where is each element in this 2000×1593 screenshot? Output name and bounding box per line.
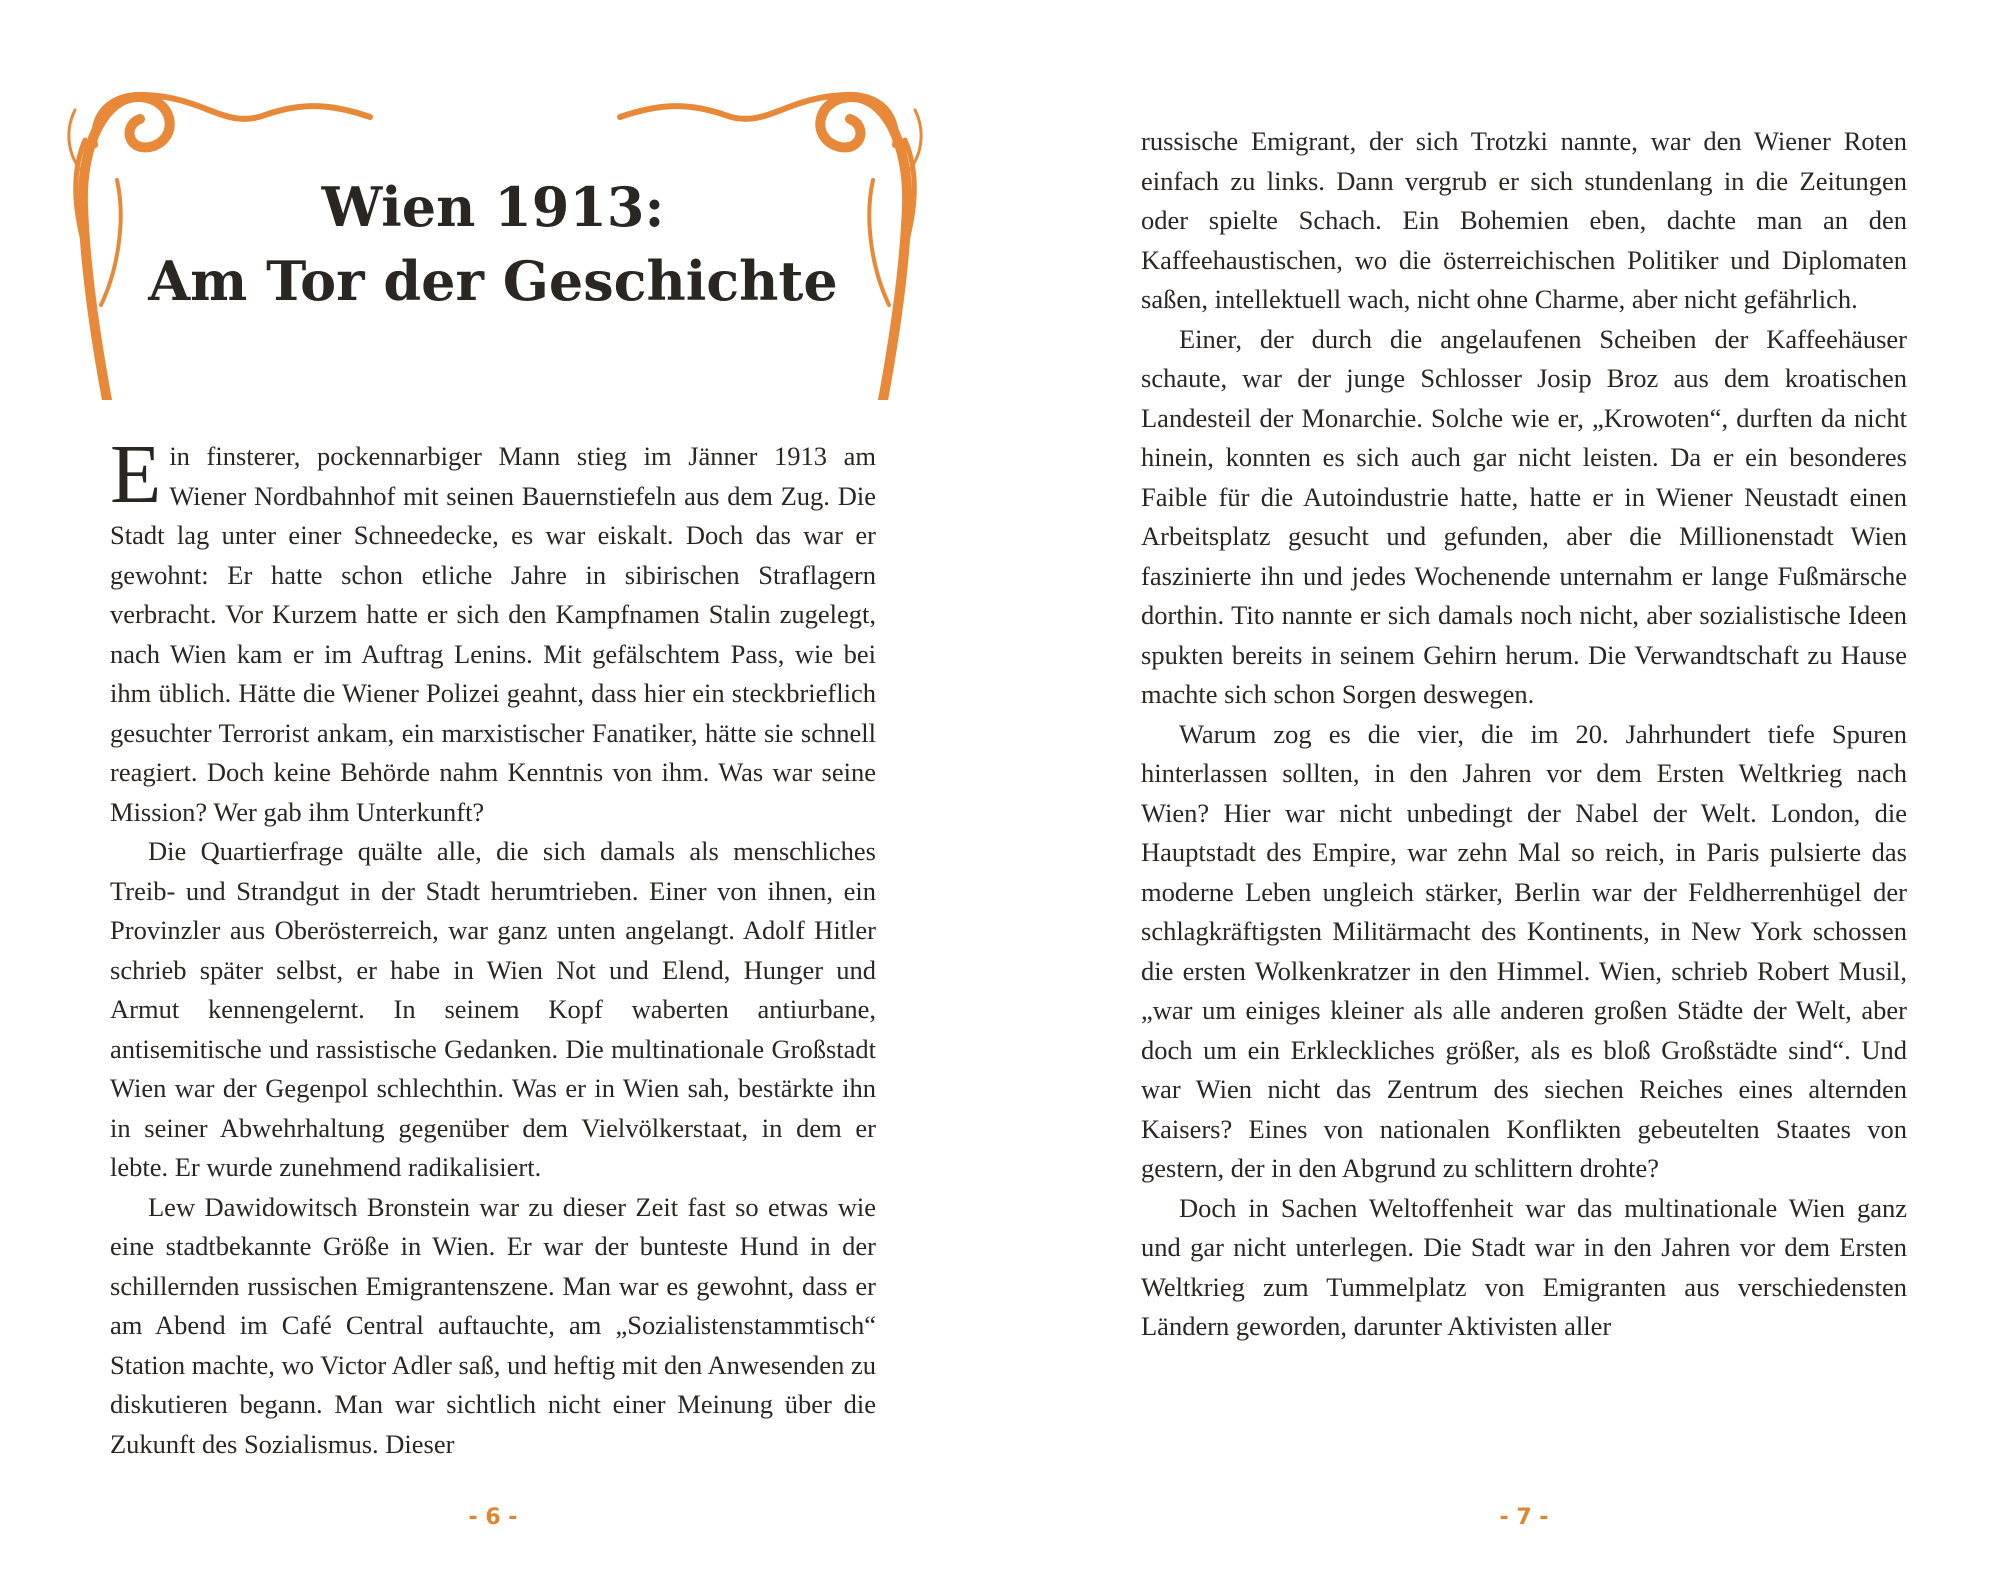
paragraph: Einer, der durch die angelaufenen Scheiben der Kaffeehäuser schaute, war der junge Schlosser Josip Broz aus dem kroatischen Landesteil der Monarchie. Solche wie er, „Krowoten“, durften da nicht hinein, konnten es sich auch gar nicht leisten. Da er ein besonderes Faible für die Autoindustrie hatte, hatte er in Wiener Neustadt einen Arbeitsplatz gesucht und gefunden, aber die Millionenstadt Wien faszinierte ihn und jedes Wochenende unternahm er lange Fußmärsche dorthin. Tito nannte er sich damals noch nicht, aber sozialistische Ideen spukten bereits in seinem Gehirn herum. Die Verwandtschaft zu Hause machte sich schon Sorgen deswegen.: [1141, 323, 1907, 709]
paragraph: Ein finsterer, pockennarbiger Mann stieg im Jänner 1913 am Wiener Nordbahnhof mit seinen Bauernstiefeln aus dem Zug. Die Stadt lag unter einer Schneedecke, es war eiskalt. Doch das war er gewohnt: Er hatte schon etliche Jahre in sibirischen Straflagern verbracht. Vor Kurzem hatte er sich den Kampfnamen Stalin zugelegt, nach Wien kam er im Auftrag Lenins. Mit gefälschtem Pass, wie bei ihm üblich. Hätte die Wiener Polizei geahnt, dass hier ein steckbrieflich gesuchter Terrorist ankam, ein marxistischer Fanatiker, hätte sie schnell reagiert. Doch keine Behörde nahm Kenntnis von ihm. Was war seine Mission? Wer gab ihm Unterkunft?: [110, 428, 876, 827]
right-page: [1141, 0, 1907, 1593]
paragraph: Warum zog es die vier, die im 20. Jahrhundert tiefe Spuren hinterlassen sollten, in den Jahren vor dem Ersten Weltkrieg nach Wien? Hier war nicht unbedingt der Nabel der Welt. London, die Hauptstadt des Empire, war zehn Mal so reich, in Paris pulsierte das moderne Leben ungleich stärker, Berlin war der Feldherrenhügel der schlagkräftigsten Militärmacht des Kontinents, in New York schossen die ersten Wolkenkratzer in den Himmel. Wien, schrieb Robert Musil, „war um einiges kleiner als alle anderen großen Städte der Welt, aber doch um ein Erkleckliches größer, als es bloß Großstädte sind“. Und war Wien nicht das Zentrum des siechen Reiches eines alternden Kaisers? Eines von nationalen Konflikten gebeutelten Staates von gestern, der in den Abgrund zu schlittern drohte?: [1141, 718, 1907, 1183]
paragraph: Die Quartierfrage quälte alle, die sich damals als menschliches Treib- und Strandgut in der Stadt herumtrieben. Einer von ihnen, ein Provinzler aus Oberösterreich, war ganz unten angelangt. Adolf Hitler schrieb später selbst, er habe in Wien Not und Elend, Hunger und Armut kennengelernt. In seinem Kopf waberten antiurbane, antisemitische und rassistische Gedanken. Die multinationale Großstadt Wien war der Gegenpol schlechthin. Was er in Wien sah, bestärkte ihn in seiner Abwehrhaltung gegenüber dem Vielvölkerstaat, in dem er lebte. Er wurde zunehmend radikalisiert.: [110, 836, 876, 1182]
paragraph: russische Emigrant, der sich Trotzki nannte, war den Wiener Roten einfach zu links. Dann vergrub er sich stundenlang in die Zeitungen oder spielte Schach. Ein Bohemien eben, dachte man an den Kaffeehaustischen, wo die österreichischen Politiker und Diplomaten saßen, intellektuell wach, nicht ohne Charme, aber nicht gefährlich.: [1141, 126, 1907, 314]
chapter-title-line-2: Am Tor der Geschichte: [148, 249, 838, 313]
chapter-title: [110, 170, 876, 318]
page-number-right: - 7 -: [1499, 1505, 1549, 1530]
paragraph: Lew Dawidowitsch Bronstein war zu dieser Zeit fast so etwas wie eine stadtbekannte Größe in Wien. Er war der bunteste Hund in der schillernden russischen Emigrantenszene. Man war es gewohnt, dass er am Abend im Café Central auftauchte, am „Sozialistenstammtisch“ Station machte, wo Victor Adler saß, und heftig mit den Anwesenden zu diskutieren begann. Man war sichtlich nicht einer Meinung über die Zukunft des Sozialismus. Dieser: [110, 1191, 876, 1459]
body-text-right: [1141, 122, 1907, 1347]
chapter-title-line-1: Wien 1913:: [321, 175, 665, 239]
body-text-left: [110, 428, 876, 1464]
left-page: [110, 0, 876, 1593]
paragraph: Doch in Sachen Weltoffenheit war das multinationale Wien ganz und gar nicht unterlegen. Die Stadt war in den Jahren vor dem Ersten Weltkrieg zum Tummelplatz von Emigranten aus verschiedensten Ländern geworden, darunter Aktivisten aller: [1141, 1192, 1907, 1341]
page-number-left: - 6 -: [468, 1505, 518, 1530]
